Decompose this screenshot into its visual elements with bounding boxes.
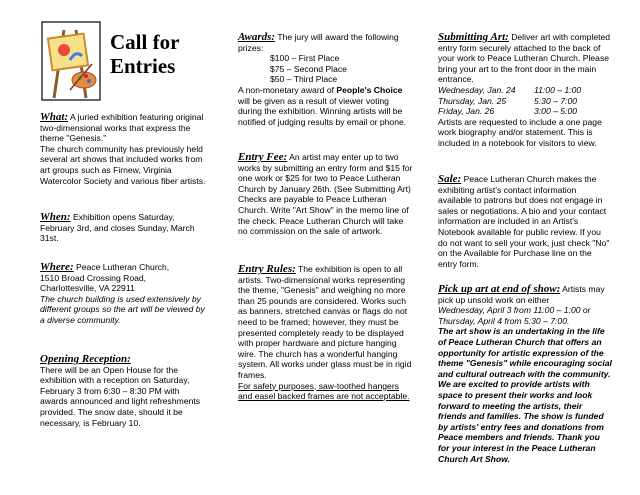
awards-section: Awards: The jury will award the following prizes: $100 – First Place $75 – Second Place $50 – Third Place A non-monetary award of People's Choice will be given as a result of viewer voting during the exhibition. Winning artists will be notified of judging results by email or phone. — [238, 31, 407, 127]
schedule-row: Wednesday, Jan. 24 11:00 – 1:00 — [438, 84, 582, 95]
reception-section: Opening Reception: There will be an Open House for the exhibition with a reception on Saturday, February 3 from 6:30 – 8:30 PM with awards announced and light refreshments provided. The snow date, should it be necessary, is February 10. — [40, 354, 208, 428]
rules-section: Entry Rules: The exhibition is open to all artists. Two-dimensional works representing the theme, "Genesis" and weighing no more than 25 pounds are considered. Works such as banners, stretched canvas or flags do not need to be framed; however, they must be presented completely ready to be displayed with proper hardware and picture hanging wire. The church has a wonderful hanging system. All works under glass must be in rigid frames. For safety purposes, saw-toothed hangers and easel backed frames are not acceptable. — [238, 263, 412, 402]
what-heading: What: — [40, 111, 69, 123]
submitting-heading: Submitting Art: — [438, 31, 509, 43]
what-section: What: A juried exhibition featuring original two-dimensional works that express the theme "Genesis." The church community has previously held several art shows that included works from art groups such as Firnew, Virginia Watercolor Society and various fiber artists. — [40, 111, 206, 186]
fee-section: Entry Fee: An artist may enter up to two works by submitting an entry form and $15 for one work or $25 for two to Peace Lutheran Church by January 26th. (See Submitting Art) Checks are payable to Peace Lutheran Church. Write "Art Show" in the memo line of the check. Peace Lutheran Church will take no commission on the sale of artwork. — [238, 151, 413, 237]
submitting-section: Submitting Art: Deliver art with completed entry form securely attached to the back of your work to Peace Lutheran Church. Please bring your art to the front door in the main entrance. Wednesday, Jan. 24 11:00 – 1:00 Thursday, Jan. 25 5:30 – 7:00 Friday, Jan. 26 3:00 – 5:00 Artists are requested to include a one page work biography and/or statement. This is included in a notebook for visitors to view. — [438, 31, 611, 148]
easel-painting-icon — [40, 20, 102, 102]
awards-heading: Awards: — [238, 31, 276, 43]
rules-heading: Entry Rules: — [238, 263, 296, 275]
sale-section: Sale: Peace Lutheran Church makes the exhibiting artist's contact information available to patrons but does not engage in sales or negotiations. A bio and your contact information are included in an Artist's Notebook available for public review. If you do not want to sell your work, just check "No" on the Available for Purchase line on the entry form. — [438, 173, 610, 269]
where-section: Where: Peace Lutheran Church, 1510 Broad Crossing Road, Charlottesville, VA 22911 The church building is used extensively by different groups so the art will be viewed by a diverse community. — [40, 261, 205, 325]
pickup-section: Pick up art at end of show: Artists may pick up unsold work on either Wednesday, April 3 from 11:00 – 1:00 or Thursday, April 4 from 5:30 – 7:00. The art show is an undertaking in the life of Peace Lutheran Church that offers an opportunity for artistic expression of the theme "Genesis" while encouraging social and cultural outreach with the community. We are excited to provide artists with space to present their works and look forward to meeting the artists, their friends and families. The show is funded by artists' entry fees and donations from Peace members and friends. Thank you for your interest in the Peace Lutheran Church Art Show. — [438, 283, 612, 464]
reception-heading: Opening Reception: — [40, 353, 131, 365]
where-heading: Where: — [40, 261, 74, 273]
sale-heading: Sale: — [438, 173, 462, 185]
page-title: Call for Entries — [110, 30, 180, 78]
schedule-row: Thursday, Jan. 25 5:30 – 7:00 — [438, 95, 578, 106]
when-heading: When: — [40, 211, 71, 223]
pickup-heading: Pick up art at end of show: — [438, 283, 561, 295]
when-section: When: Exhibition opens Saturday, February 3rd, and closes Sunday, March 31st. — [40, 211, 195, 244]
fee-heading: Entry Fee: — [238, 151, 288, 163]
schedule-row: Friday, Jan. 26 3:00 – 5:00 — [438, 106, 578, 117]
